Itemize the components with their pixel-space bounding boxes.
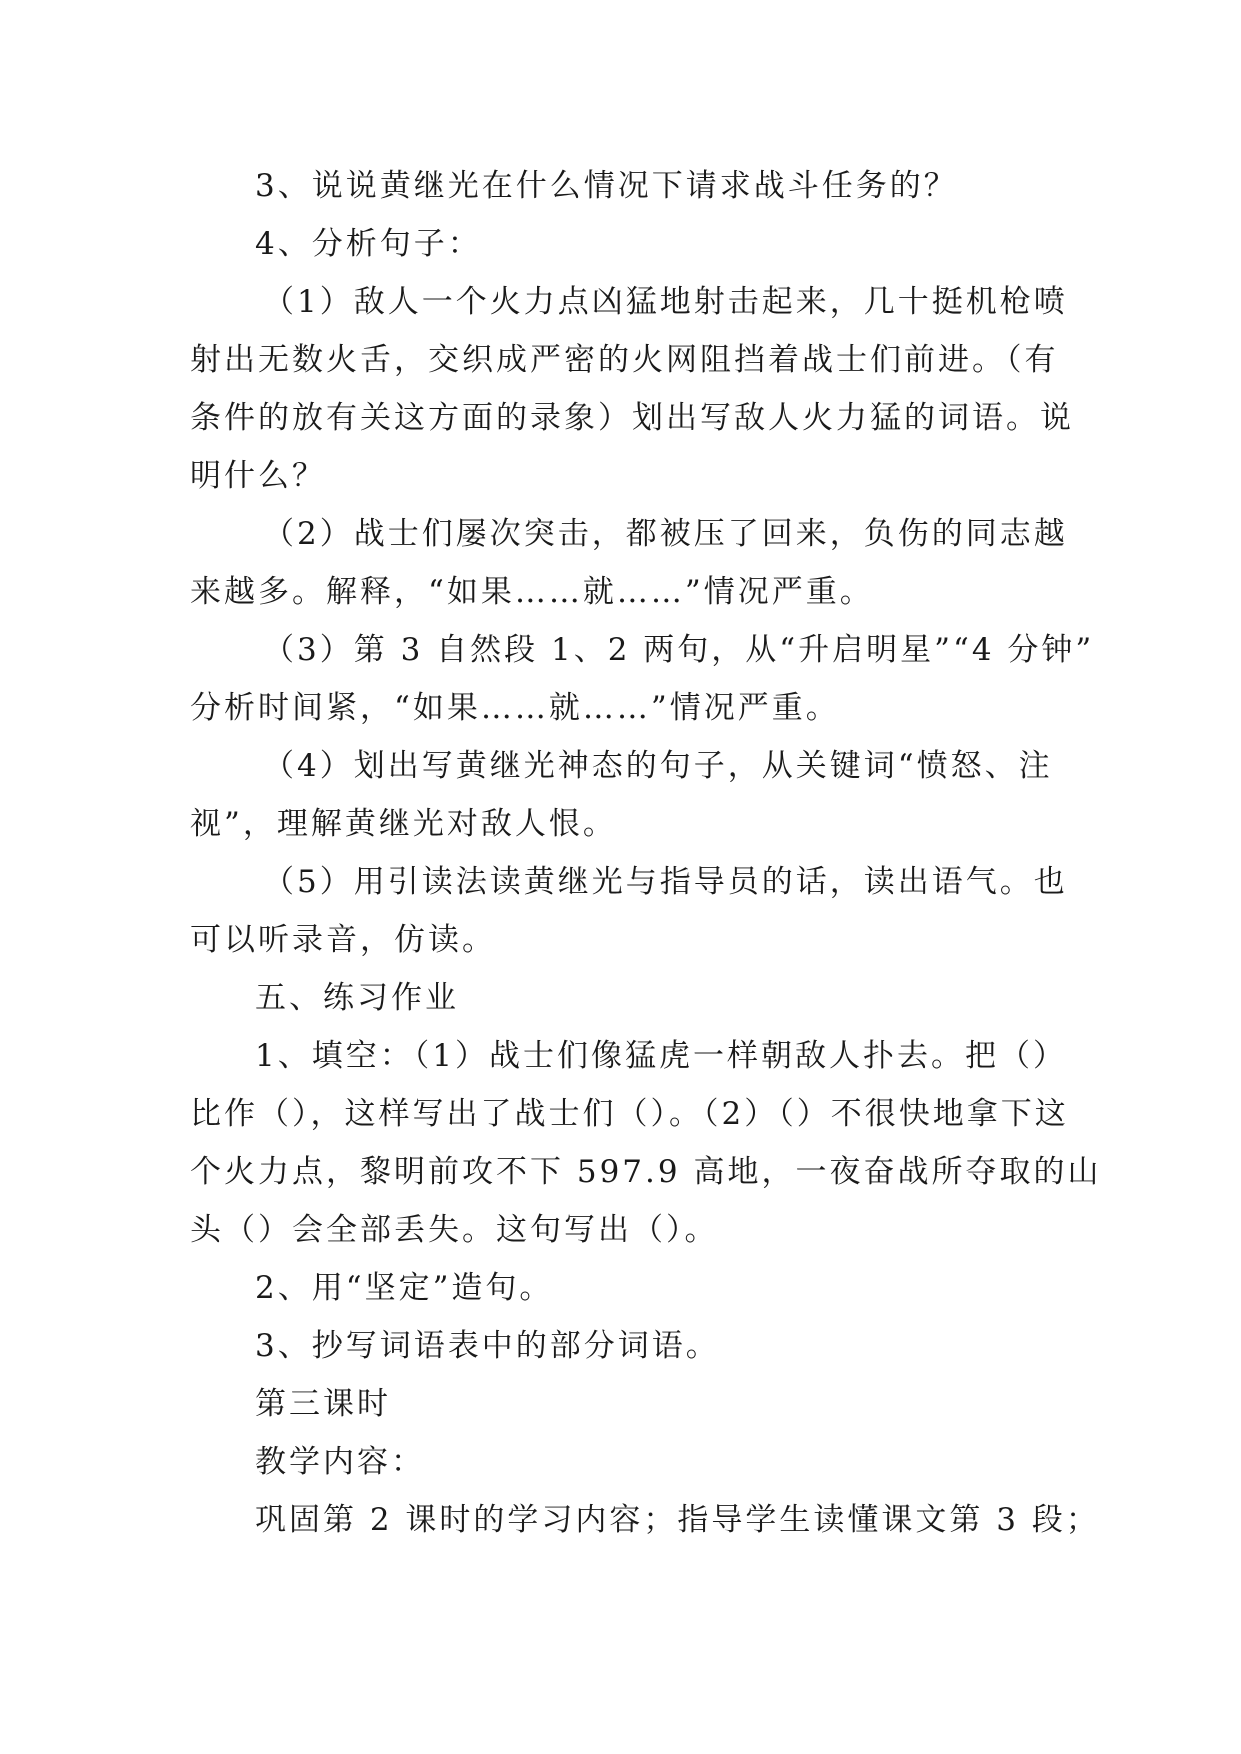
text-line-sentence-5-start: （5）用引读法读黄继光与指导员的话，读出语气。也 (263, 864, 1068, 900)
text-line-sentence-5-end: 可以听录音，仿读。 (190, 922, 496, 958)
text-line-exercise-1-cont: 个火力点，黎明前攻不下 597.9 高地，一夜奋战所夺取的山 (190, 1154, 1102, 1190)
text-line-teaching-content: 巩固第 2 课时的学习内容；指导学生读懂课文第 3 段； (255, 1502, 1100, 1538)
text-line-question-4: 4、分析句子： (255, 226, 482, 262)
section-heading-exercises: 五、练习作业 (255, 980, 459, 1016)
text-line-sentence-4-end: 视”，理解黄继光对敌人恨。 (190, 806, 617, 842)
text-line-sentence-1-end: 明什么？ (190, 458, 326, 494)
text-line-exercise-2: 2、用“坚定”造句。 (255, 1270, 554, 1306)
text-line-sentence-1-cont: 射出无数火舌，交织成严密的火网阻挡着战士们前进。（有 (190, 342, 1059, 378)
section-heading-teaching-content: 教学内容： (255, 1444, 425, 1480)
text-line-exercise-1-cont: 比作（），这样写出了战士们（）。（2）（）不很快地拿下这 (190, 1096, 1069, 1132)
text-line-question-3: 3、说说黄继光在什么情况下请求战斗任务的？ (255, 168, 958, 204)
text-line-sentence-2-start: （2）战士们屡次突击，都被压了回来，负伤的同志越 (263, 516, 1068, 552)
section-heading-third-lesson: 第三课时 (255, 1386, 391, 1422)
text-line-sentence-3-start: （3）第 3 自然段 1、2 两句，从“升启明星”“4 分钟” (263, 632, 1095, 668)
text-line-exercise-1-end: 头（）会全部丢失。这句写出（）。 (190, 1212, 719, 1248)
text-line-sentence-2-end: 来越多。解释，“如果……就……”情况严重。 (190, 574, 874, 610)
text-line-sentence-1-start: （1）敌人一个火力点凶猛地射击起来，几十挺机枪喷 (263, 284, 1068, 320)
text-line-sentence-4-start: （4）划出写黄继光神态的句子，从关键词“愤怒、注 (263, 748, 1053, 784)
text-line-sentence-3-end: 分析时间紧，“如果……就……”情况严重。 (190, 690, 840, 726)
text-line-exercise-3: 3、抄写词语表中的部分词语。 (255, 1328, 720, 1364)
text-line-sentence-1-cont: 条件的放有关这方面的录象）划出写敌人火力猛的词语。说 (190, 400, 1074, 436)
text-line-exercise-1-start: 1、填空：（1）战士们像猛虎一样朝敌人扑去。把（） (255, 1038, 1067, 1074)
